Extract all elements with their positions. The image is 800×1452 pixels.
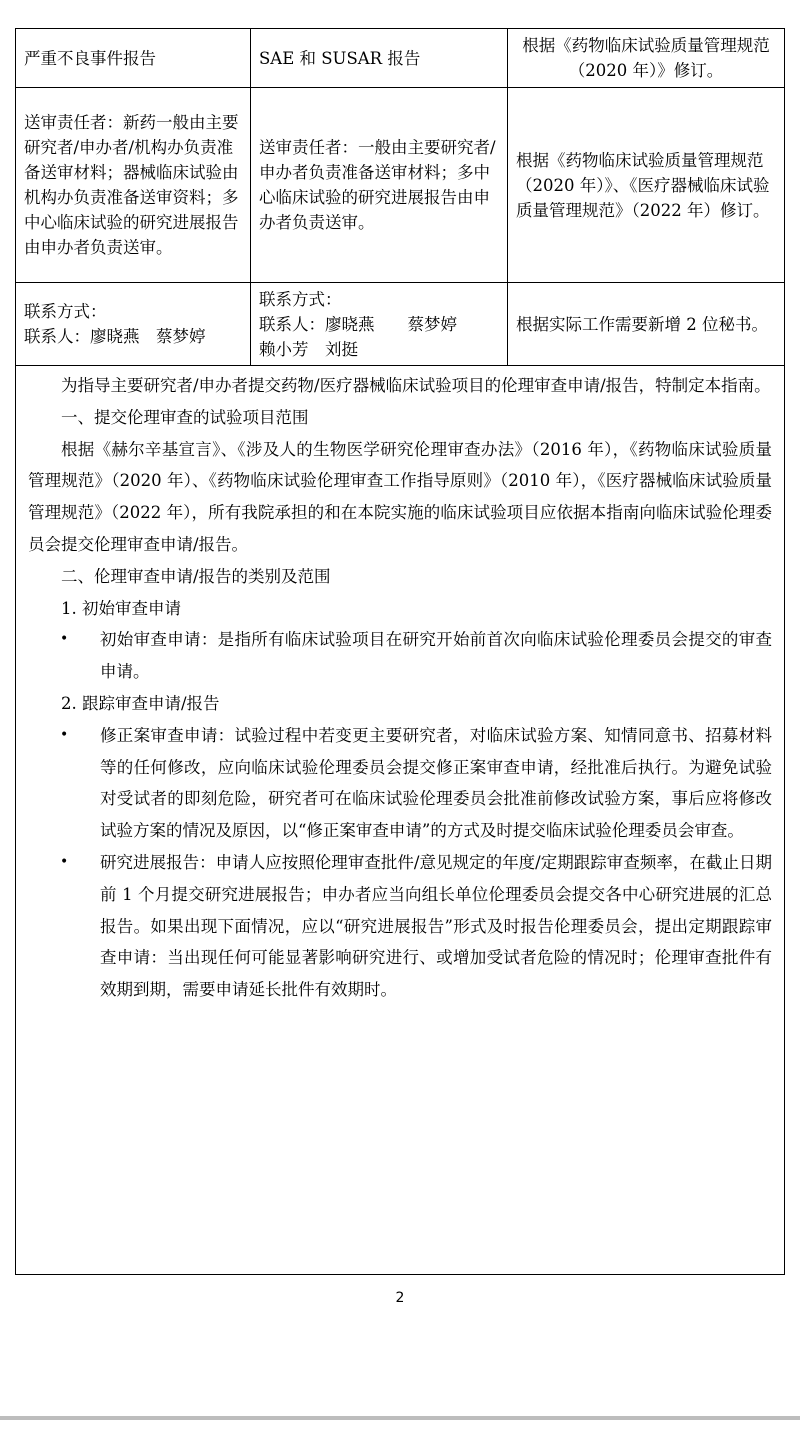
list-item bbox=[28, 847, 772, 1006]
table-cell: 根据《药物临床试验质量管理规范（2020 年）》、《医疗器械临床试验质量管理规范》（2022 年）修订。 bbox=[508, 88, 785, 283]
contact-label: 联系方式： bbox=[259, 289, 342, 309]
revision-table bbox=[16, 29, 784, 366]
table-cell: 严重不良事件报告 bbox=[16, 29, 251, 88]
table-row bbox=[16, 283, 784, 366]
table-row bbox=[16, 88, 784, 283]
bullet-icon: • bbox=[60, 853, 69, 870]
table-cell bbox=[16, 283, 251, 366]
list-item bbox=[28, 720, 772, 847]
guide-body bbox=[16, 366, 784, 1006]
document-frame bbox=[15, 28, 785, 1275]
list-item-text: 修正案审查申请：试验过程中若变更主要研究者，对临床试验方案、知情同意书、招募材料等的任何修改，应向临床试验伦理委员会提交修正案审查申请，经批准后执行。为避免试验对受试者的即刻危险，研究者可在临床试验伦理委员会批准前修改试验方案，事后应将修改试验方案的情况及原因，以“修正案审查申请”的方式及时提交临床试验伦理委员会审查。 bbox=[100, 725, 772, 841]
page-bottom-divider bbox=[0, 1416, 800, 1420]
table-cell: 送审责任者：新药一般由主要研究者/申办者/机构办负责准备送审材料；器械临床试验由机构办负责准备送审资料；多中心临床试验的研究进展报告由申办者负责送审。 bbox=[16, 88, 251, 283]
table-cell bbox=[251, 283, 508, 366]
bullet-icon: • bbox=[60, 726, 69, 743]
table-cell: 根据实际工作需要新增 2 位秘书。 bbox=[508, 283, 785, 366]
table-row bbox=[16, 29, 784, 88]
contact-label: 联系方式： bbox=[24, 302, 107, 321]
section-paragraph: 根据《赫尔辛基宣言》、《涉及人的生物医学研究伦理审查办法》（2016 年），《药物临床试验质量管理规范》（2020 年）、《药物临床试验伦理审查工作指导原则》（2010 年），《医疗器械临床试验质量管理规范》（2022 年），所有我院承担的和在本院实施的临床试验项目应依据本指南向临床试验伦理委员会提交伦理审查申请/报告。 bbox=[28, 439, 772, 554]
table-cell: 根据《药物临床试验质量管理规范（2020 年）》修订。 bbox=[508, 29, 785, 88]
table-cell: SAE 和 SUSAR 报告 bbox=[251, 29, 508, 88]
list-item bbox=[28, 624, 772, 688]
table-cell: 送审责任者：一般由主要研究者/申办者负责准备送审材料；多中心临床试验的研究进展报告由申办者负责送审。 bbox=[251, 88, 508, 283]
list-item-text: 研究进展报告：申请人应按照伦理审查批件/意见规定的年度/定期跟踪审查频率，在截止日期前 1 个月提交研究进展报告；申办者应当向组长单位伦理委员会提交各中心研究进展的汇总报告。如果出现下面情况，应以“研究进展报告”形式及时报告伦理委员会，提出定期跟踪审查申请：当出现任何可能显著影响研究进行、或增加受试者危险的情况时；伦理审查批件有效期到期，需要申请延长批件有效期时。 bbox=[100, 852, 772, 1000]
contact-names: 联系人：廖晓燕 蔡梦婷 bbox=[24, 327, 206, 346]
contact-names: 联系人：廖晓燕 蔡梦婷 bbox=[259, 314, 457, 334]
list-item-text: 初始审查申请：是指所有临床试验项目在研究开始前首次向临床试验伦理委员会提交的审查申请。 bbox=[100, 630, 772, 682]
intro-paragraph: 为指导主要研究者/申办者提交药物/医疗器械临床试验项目的伦理审查申请/报告，特制定本指南。 bbox=[61, 376, 771, 395]
section-heading: 一、提交伦理审查的试验项目范围 bbox=[61, 407, 309, 427]
page-number: 2 bbox=[395, 1290, 405, 1306]
subsection-heading: 2. 跟踪审查申请/报告 bbox=[61, 693, 220, 713]
contact-names-extra: 赖小芳 刘挺 bbox=[259, 339, 358, 359]
section-heading: 二、伦理审查申请/报告的类别及范围 bbox=[61, 566, 331, 586]
subsection-heading: 1. 初始审查申请 bbox=[61, 598, 181, 618]
bullet-icon: • bbox=[60, 631, 69, 648]
